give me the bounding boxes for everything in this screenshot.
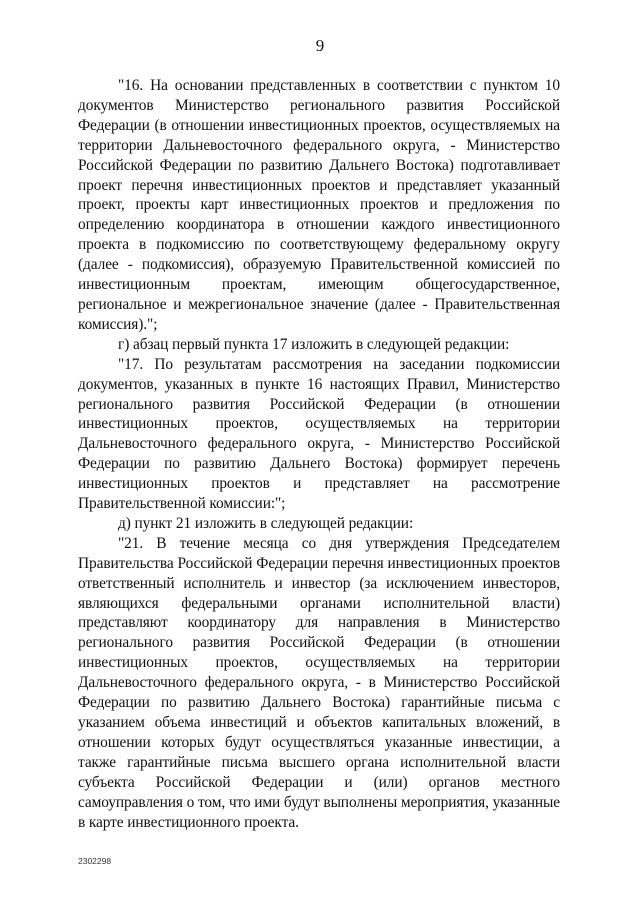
- paragraph-17: "17. По результатам рассмотрения на заседании подкомиссии документов, указанных в пункте 16 настоящих Правил, Министерство регионального развития Российской Федерации (в отношении инвестиционных проектов, осуществляемых на территории Дальневосточного федерального округа, - Министерство Российской Федерации по развитию Дальнего Востока) формирует перечень инвестиционных проектов и представляет на рассмотрение Правительственной комиссии:";: [78, 355, 560, 513]
- paragraph-21: "21. В течение месяца со дня утверждения Председателем Правительства Российской Федерации перечня инвестиционных проектов ответственный исполнитель и инвестор (за исключением инвесторов, являющихся федеральными органами исполнительной власти) представляют координатору для направления в Министерство регионального развития Российской Федерации (в отношении инвестиционных проектов, осуществляемых на территории Дальневосточного федерального округа, - в Министерство Российской Федерации по развитию Дальнего Востока) гарантийные письма с указанием объема инвестиций и объектов капитальных вложений, в отношении которых будут осуществляться указанные инвестиции, а также гарантийные письма высшего органа исполнительной власти субъекта Российской Федерации и (или) органов местного самоуправления о том, что ими будут выполнены мероприятия, указанные в карте инвестиционного проекта.: [78, 534, 560, 831]
- page-number: 9: [315, 36, 325, 55]
- paragraph-amend-d: д) пункт 21 изложить в следующей редакции:: [118, 514, 414, 532]
- paragraph-16: "16. На основании представленных в соответствии с пунктом 10 документов Министерство регионального развития Российской Федерации (в отношении инвестиционных проектов, осуществляемых на территории Дальневосточного федерального округа, - Министерство Российской Федерации по развитию Дальнего Востока) подготавливает проект перечня инвестиционных проектов и представляет указанный проект, проекты карт инвестиционных проектов и предложения по определению координатора в отношении каждого инвестиционного проекта в подкомиссию по соответствующему федеральному округу (далее - подкомиссия), образуемую Правительственной комиссией по инвестиционным проектам, имеющим общегосударственное, региональное и межрегиональное значение (далее - Правительственная комиссия).";: [78, 77, 560, 333]
- paragraph-amend-g: г) абзац первый пункта 17 изложить в следующей редакции:: [118, 335, 510, 353]
- document-code: 2302298: [78, 856, 112, 866]
- document-body: [78, 76, 560, 832]
